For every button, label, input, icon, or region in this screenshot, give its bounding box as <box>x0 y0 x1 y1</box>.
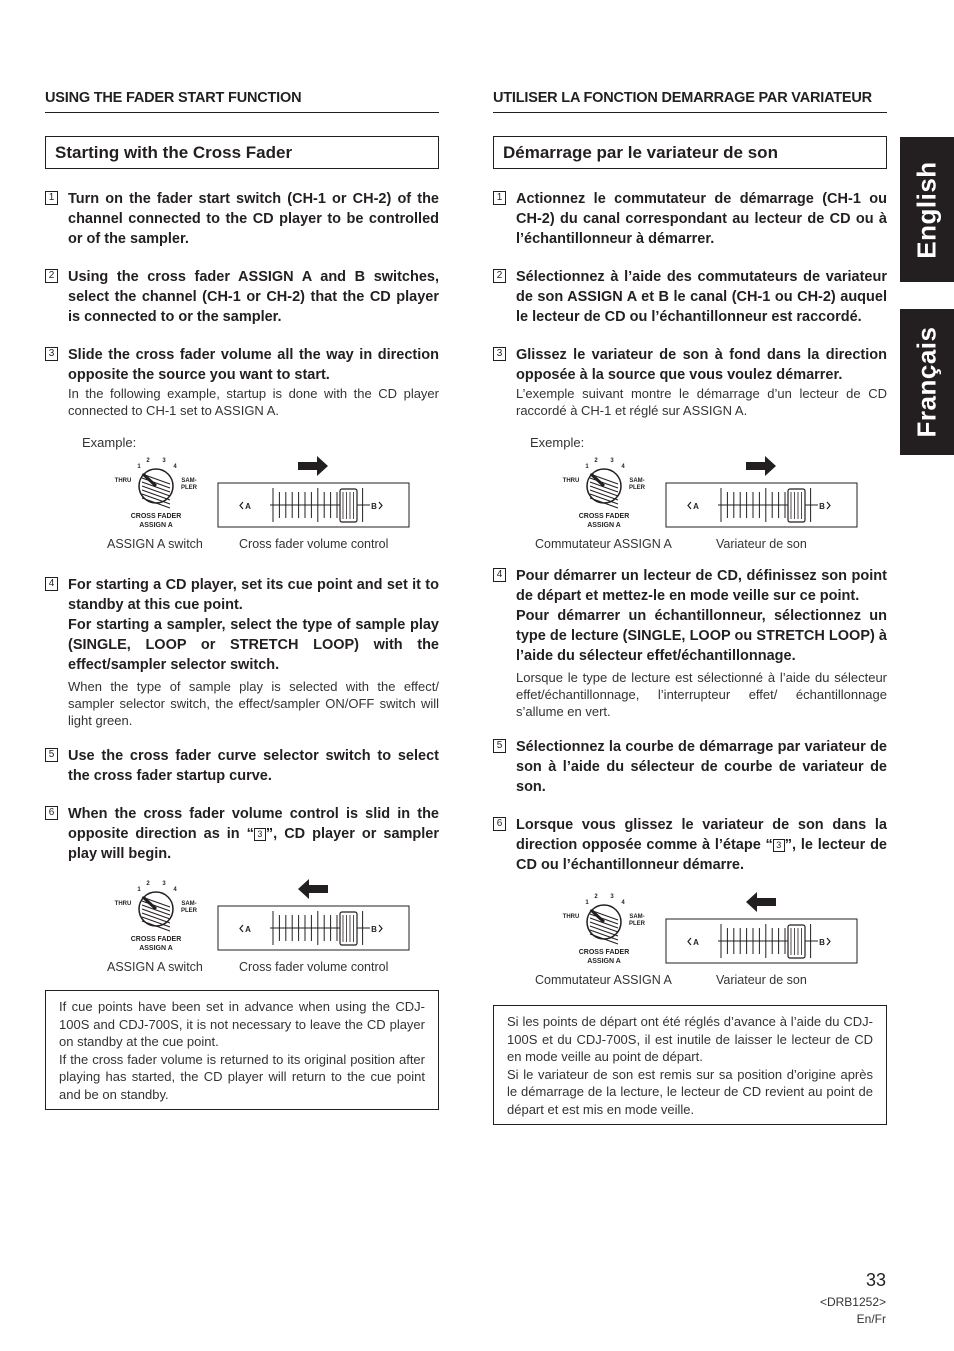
knob-pos-label: 4 <box>621 900 625 906</box>
knob-pos-label: 2 <box>594 894 598 900</box>
step-2 <box>493 267 887 327</box>
step-text: Sélectionnez la courbe de démarrage par variateur de son à l’aide du sélecteur de courbe de variateur de son. <box>516 739 887 795</box>
step-text-2: For starting a sampler, select the type of sample play (SINGLE, LOOP or STRETCH LOOP) with the effect/sampler selector switch. <box>68 617 439 673</box>
fader-label-b: B <box>371 925 377 934</box>
knob-pos-label: 3 <box>162 881 166 887</box>
fader-label-b: B <box>819 938 825 947</box>
knob-sampler-label: SAM- <box>181 901 197 907</box>
knob-title-label: CROSS FADER <box>130 513 182 520</box>
tab-english[interactable] <box>900 137 954 282</box>
step-text: Glissez le variateur de son à fond dans la direction opposée à la source que vous voulez démarrer. <box>516 347 887 383</box>
knob-pos-label: 1 <box>137 887 141 893</box>
step-number: 1 <box>45 191 58 205</box>
knob-pos-label: 4 <box>173 464 177 470</box>
step-1 <box>45 189 439 249</box>
subtitle-box: Démarrage par le variateur de son <box>493 136 887 169</box>
document-code <box>820 1294 886 1328</box>
step-number: 6 <box>493 817 506 831</box>
fader-knob <box>788 489 805 522</box>
caption-fader: Cross fader volume control <box>239 960 389 974</box>
step-3 <box>493 345 887 419</box>
diagram-svg <box>493 452 887 536</box>
knob-sampler-label: SAM- <box>181 478 197 484</box>
step-reference: 3 <box>773 839 785 852</box>
fader-knob <box>340 489 357 522</box>
step-number: 6 <box>45 806 58 820</box>
fader-label-b: B <box>371 502 377 511</box>
step-text: Actionnez le commutateur de démarrage (CH-1 ou CH-2) du canal correspondant au lecteur de CD ou à l’échantillonneur à démarrer. <box>516 191 887 247</box>
fader-knob <box>788 925 805 958</box>
fader-label-a: A <box>245 502 251 511</box>
arrow-left-icon <box>746 892 776 912</box>
step-note: Lorsque le type de lecture est sélectionné à l’aide du sélecteur effet/échantillonnage, l’interrupteur effet/ échantillonnage s’allume en vert. <box>516 670 887 719</box>
step-number: 5 <box>45 748 58 762</box>
knob-title-label: CROSS FADER <box>578 949 630 956</box>
step-text: Slide the cross fader volume all the way in direction opposite the source you want to start. <box>68 347 439 383</box>
fader-label-a: A <box>693 938 699 947</box>
caption-assign-switch: Commutateur ASSIGN A <box>535 537 672 551</box>
knob-thru-label: THRU <box>114 478 132 484</box>
step-number: 1 <box>493 191 506 205</box>
assign-knob <box>587 469 621 508</box>
knob-sampler-label: PLER <box>628 921 646 927</box>
knob-pos-label: 4 <box>173 887 177 893</box>
tab-label: English <box>911 160 942 259</box>
step-number: 5 <box>493 739 506 753</box>
step-reference: 3 <box>254 828 266 841</box>
knob-pos-label: 2 <box>594 458 598 464</box>
step-text-2: Pour démarrer un échantillonneur, sélectionnez un type de lecture (SINGLE, LOOP ou STRETCH LOOP) à l’aide du sélecteur effet/échantillonnage. <box>516 608 887 664</box>
diagram-svg <box>493 888 887 972</box>
step-4 <box>45 575 439 729</box>
knob-thru-label: THRU <box>562 914 580 920</box>
step-number: 4 <box>45 577 58 591</box>
step-number: 3 <box>493 347 506 361</box>
knob-pos-label: 1 <box>137 464 141 470</box>
subtitle-box: Starting with the Cross Fader <box>45 136 439 169</box>
doc-code: <DRB1252> <box>819 1295 886 1309</box>
step-5 <box>493 737 887 797</box>
knob-pos-label: 3 <box>610 458 614 464</box>
caption-fader: Cross fader volume control <box>239 537 389 551</box>
step-text: When the cross fader volume control is slid in the opposite direction as in “ 3 ”, CD player or sampler play will begin. <box>68 806 439 862</box>
diagram-svg <box>45 875 439 959</box>
diagram-svg <box>45 452 439 536</box>
knob-pos-label: 2 <box>146 458 150 464</box>
knob-pos-label: 3 <box>162 458 166 464</box>
step-text: Turn on the fader start switch (CH-1 or CH-2) of the channel connected to the CD player to be controlled or of the sampler. <box>68 191 439 247</box>
assign-knob <box>139 469 173 508</box>
caption-fader: Variateur de son <box>716 537 807 551</box>
caption-assign-switch: ASSIGN A switch <box>107 537 203 551</box>
example-label: Exemple: <box>530 435 585 450</box>
arrow-left-icon <box>298 879 328 899</box>
step-1 <box>493 189 887 249</box>
step-text: Using the cross fader ASSIGN A and B switches, select the channel (CH-1 or CH-2) that the CD player is connected to or the sampler. <box>68 269 439 325</box>
assign-knob <box>587 905 621 944</box>
knob-pos-label: 1 <box>585 900 589 906</box>
section-title: UTILISER LA FONCTION DEMARRAGE PAR VARIATEUR <box>493 90 887 113</box>
step-4 <box>493 566 887 720</box>
step-text: Pour démarrer un lecteur de CD, définissez son point de départ et mettez-le en mode veille sur ce point. <box>516 568 887 604</box>
example-label: Example: <box>82 435 137 450</box>
knob-title-label: CROSS FADER <box>130 936 182 943</box>
step-note: L’exemple suivant montre le démarrage d’un lecteur de CD raccordé à CH-1 et réglé sur ASSIGN A. <box>516 386 887 418</box>
assign-knob <box>139 892 173 931</box>
knob-pos-label: 1 <box>585 464 589 470</box>
arrow-right-icon <box>298 456 328 476</box>
knob-thru-label: THRU <box>114 901 132 907</box>
step-text: Use the cross fader curve selector switch to select the cross fader startup curve. <box>68 748 439 784</box>
arrow-right-icon <box>746 456 776 476</box>
knob-sampler-label: SAM- <box>629 478 645 484</box>
note-text: Si les points de départ ont été réglés d’avance à l’aide du CDJ- 100S et du CDJ-700S, il est inutile de laisser le lecteur de CD en mode veille au point de départ. Si le variateur de son est remis sur sa position d’origine après le démarrage de la lecture, le lecteur de CD revient au point de départ et est mis en mode veille. <box>507 1014 873 1117</box>
knob-pos-label: 4 <box>621 464 625 470</box>
knob-sampler-label: SAM- <box>629 914 645 920</box>
note-box <box>493 1005 887 1125</box>
knob-title-label: ASSIGN A <box>587 958 621 965</box>
step-number: 2 <box>45 269 58 283</box>
step-6 <box>493 815 887 875</box>
knob-pos-label: 3 <box>610 894 614 900</box>
step-number: 2 <box>493 269 506 283</box>
step-2 <box>45 267 439 327</box>
step-5 <box>45 746 439 786</box>
knob-title-label: CROSS FADER <box>578 513 630 520</box>
step-text: For starting a CD player, set its cue point and set it to standby at this cue point. <box>68 577 439 613</box>
knob-sampler-label: PLER <box>180 485 198 491</box>
step-number: 3 <box>45 347 58 361</box>
fader-label-a: A <box>245 925 251 934</box>
knob-sampler-label: PLER <box>180 908 198 914</box>
language-code: En/Fr <box>856 1312 886 1326</box>
knob-thru-label: THRU <box>562 478 580 484</box>
page-number: 33 <box>865 1270 886 1290</box>
section-title: USING THE FADER START FUNCTION <box>45 90 439 113</box>
knob-title-label: ASSIGN A <box>587 522 621 529</box>
fader-knob <box>340 912 357 945</box>
knob-sampler-label: PLER <box>628 485 646 491</box>
caption-assign-switch: ASSIGN A switch <box>107 960 203 974</box>
knob-pos-label: 2 <box>146 881 150 887</box>
step-text: Lorsque vous glissez le variateur de son dans la direction opposée comme à l’étape “ 3 ”, le lecteur de CD ou l’échantillonneur démarre. <box>516 817 887 873</box>
tab-francais[interactable] <box>900 309 954 455</box>
step-number: 4 <box>493 568 506 582</box>
step-note: In the following example, startup is done with the CD player connected to CH-1 set to ASSIGN A. <box>68 386 439 418</box>
tab-label: Français <box>911 326 942 438</box>
caption-assign-switch: Commutateur ASSIGN A <box>535 973 672 987</box>
caption-fader: Variateur de son <box>716 973 807 987</box>
note-text: If cue points have been set in advance when using the CDJ-100S and CDJ-700S, it is not necessary to leave the CD player on standby at the cue point. If the cross fader volume is returned to its original position after playing has started, the CD player will return to the cue point and be on standby. <box>59 999 425 1102</box>
knob-title-label: ASSIGN A <box>139 522 173 529</box>
step-6 <box>45 804 439 864</box>
step-note: When the type of sample play is selected with the effect/ sampler selector switch, the effect/sampler ON/OFF switch will light green. <box>68 679 439 728</box>
note-box <box>45 990 439 1110</box>
step-3 <box>45 345 439 419</box>
fader-label-a: A <box>693 502 699 511</box>
knob-title-label: ASSIGN A <box>139 945 173 952</box>
step-text: Sélectionnez à l’aide des commutateurs de variateur de son ASSIGN A et B le canal (CH-1 ou CH-2) auquel le lecteur de CD ou l’échantillonneur est raccordé. <box>516 269 887 325</box>
fader-label-b: B <box>819 502 825 511</box>
